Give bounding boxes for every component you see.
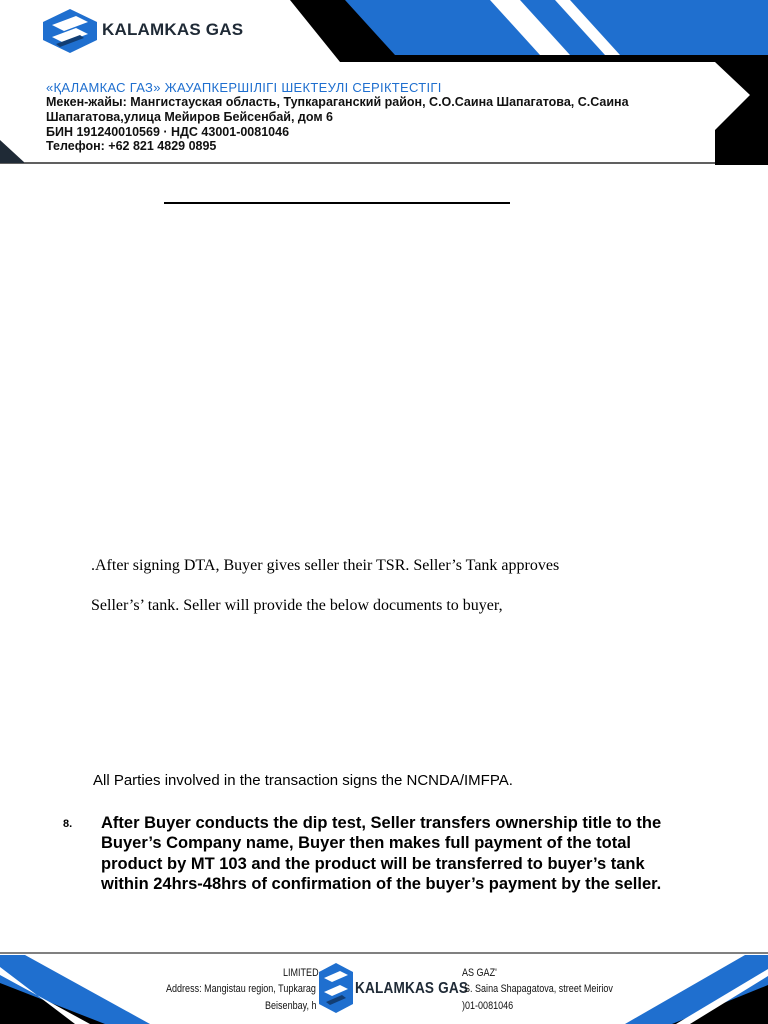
paragraph-ncnda: All Parties involved in the transaction signs the NCNDA/IMFPA.: [93, 772, 513, 789]
signature-line: [164, 202, 510, 204]
footer-left-line-2: Address: Mangistau region, Tupkarag: [166, 983, 316, 995]
company-name-kz: «ҚАЛАМКАС ГАЗ» ЖАУАПКЕРШІЛІГІ ШЕКТЕУЛІ СЕРІКТЕСТІГІ: [46, 80, 442, 95]
paragraph-documents: Seller’s’ tank. Seller will provide the below documents to buyer,: [91, 597, 503, 614]
footer-right-line-3: )01-0081046: [462, 1000, 514, 1012]
list-item-text: After Buyer conducts the dip test, Seller transfers ownership title to the Buyer’s Company name, Buyer then makes full payment of the total product by MT 103 and the product will be transferred to buyer’s tank within 24hrs-48hrs of confirmation of the buyer’s payment by the seller.: [101, 814, 662, 894]
footer-left-line-1: LIMITED: [283, 967, 319, 979]
phone-line: Телефон: +62 821 4829 0895: [46, 139, 217, 153]
footer-brand-name: KALAMKAS GAS: [355, 980, 469, 997]
footer-left-line-3: Beisenbay, h: [265, 1000, 317, 1012]
header-brand-name: KALAMKAS GAS: [102, 20, 244, 39]
kalamkas-gas-logo-icon: [42, 8, 98, 54]
ids-line: БИН 191240010569 · НДС 43001-0081046: [46, 125, 290, 139]
footer-right-line-1: AS GAZ': [462, 967, 497, 979]
list-item-number: 8.: [63, 818, 73, 830]
address-line-2: Шапагатова,улица Мейиров Бейсенбай, дом 6: [46, 110, 333, 124]
paragraph-dta: .After signing DTA, Buyer gives seller their TSR. Seller’s Tank approves: [91, 557, 560, 574]
footer-logo-icon: [318, 962, 354, 1014]
footer-right-line-2: S. Saina Shapagatova, street Meiriov: [464, 983, 613, 995]
address-line-1: Мекен-жайы: Мангистауская область, Тупкараганский район, С.О.Саина Шапагатова, С.Саина: [46, 95, 629, 109]
